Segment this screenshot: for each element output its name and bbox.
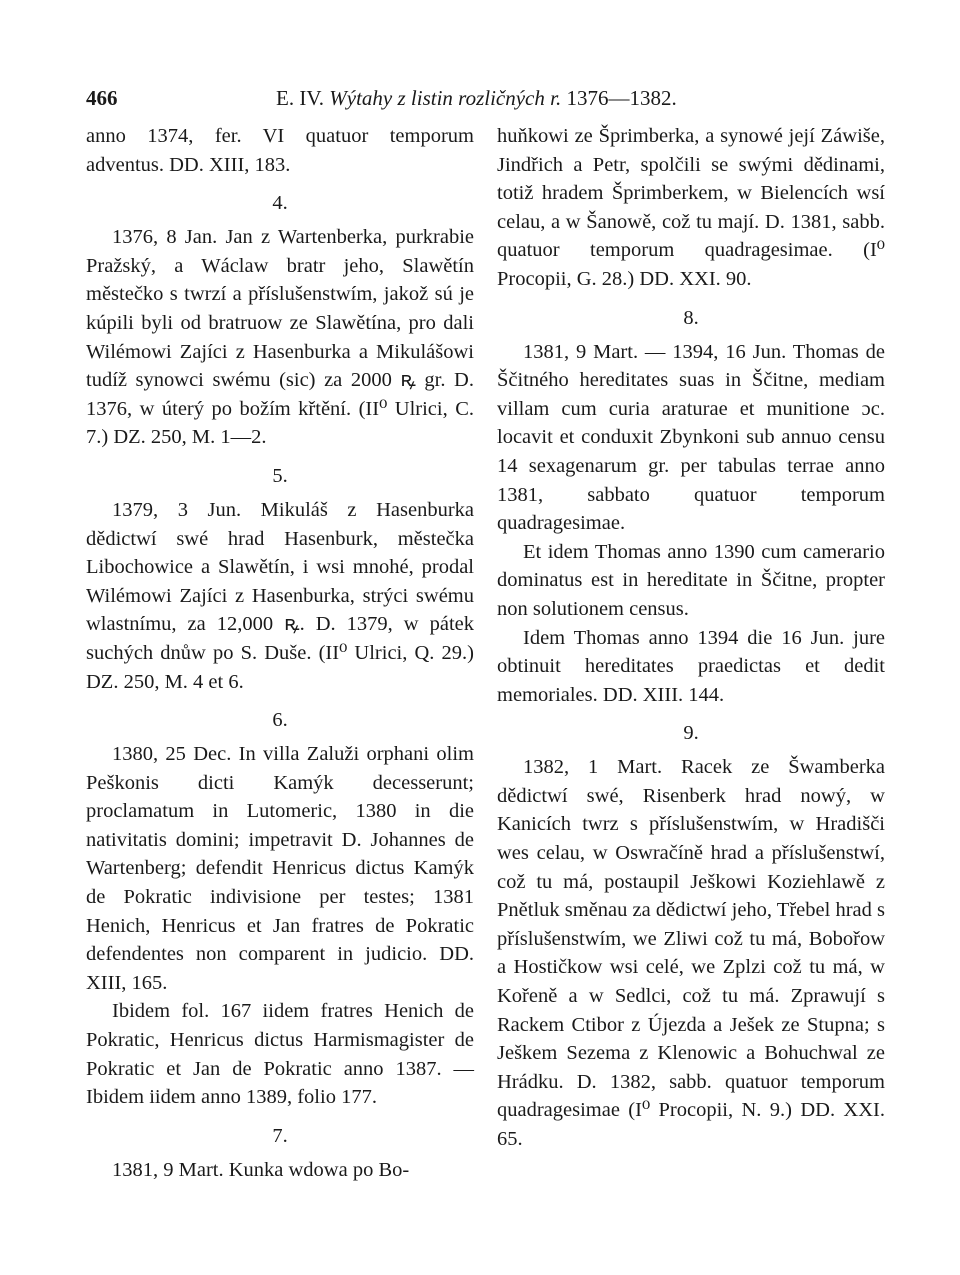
entry-paragraph: huňkowi ze Šprimberka, a synowé její Záwiše, Jindřich a Petr, spolčili se swými dědinami, totiž hradem Šprimberkem, w Bielencích wsí celau, a w Šanowě, což tu mají. D. 1381, sabb. quatuor temporum quadragesimae. (I⁰ Procopii, G. 28.) DD. XXI. 90. — [497, 125, 885, 290]
right-column — [497, 122, 885, 1154]
entry-number: 7. — [272, 1124, 288, 1147]
entry-number: 4. — [272, 192, 288, 215]
entry-number: 9. — [683, 722, 699, 745]
page-number: 466 — [86, 86, 118, 110]
entry-paragraph: 1382, 1 Mart. Racek ze Šwamberka dědictwí swé, Risenberk hrad nowý, w Kanicích twrz s příslušenstwím, w Hradišči wes celau, w Oswračíně hrad a příslušenstwí, což tu má, postaupil Ješkowi Koziehlawě z Pnětluk směnau za dědictwí jeho, Třebel hrad s příslušenstwím, we Zliwi což tu má, Bobořow a Hostičkow wsi celé, we Zplzi což tu má, w Kořeně a w Sedlci, což tu má. Zprawují s Rackem Ctibor z Újezda a Ješek ze Stupna; s Ješkem Sezema z Klenowic a Bohuchwal ze Hrádku. D. 1382, sabb. quatuor temporum quadragesimae (I⁰ Procopii, N. 9.) DD. XXI. 65. — [497, 756, 885, 1150]
running-header — [86, 80, 876, 116]
entry-paragraph: 1381, 9 Mart. — 1394, 16 Jun. Thomas de Ščitného hereditates suas in Ščitne, mediam villam cum curia araturae et munitione ɔc. locavit et conduxit Zbynkoni sub annuo censu 14 sexagenarum gr. per tabulas terrae anno 1381, sabbato quatuor temporum quadragesimae. — [497, 340, 885, 535]
running-title — [276, 80, 677, 116]
section-label: E. IV. — [276, 86, 325, 110]
entry-paragraph: 1380, 25 Dec. In villa Zaluži orphani olim Peškonis dicti Kamýk decesserunt; proclamatum in Lutomeric, 1380 in die nativitatis domini; impetravit D. Johannes de Wartenberg; defendit Henricus dictus Kamýk de Pokratic indivisione per testes; 1381 Henich, Henricus et Jan fratres de Pokratic defendentes non comparent in judicio. DD. XIII, 165. — [86, 743, 474, 994]
entry-paragraph: Ibidem fol. 167 iidem fratres Henich de Pokratic, Henricus dictus Harmismagister de Pokratic et Jan de Pokratic anno 1387. — Ibidem iidem anno 1389, folio 177. — [86, 1000, 474, 1109]
entry-number: 5. — [272, 464, 288, 487]
left-column — [86, 122, 474, 1184]
entry-paragraph: Idem Thomas anno 1394 die 16 Jun. jure obtinuit hereditates praedictas et dedit memoriales. DD. XIII. 144. — [497, 626, 885, 706]
entry-paragraph: 1379, 3 Jun. Mikuláš z Hasenburka dědictwí swé hrad Hasenburk, městečka Libochowice a Slawětín, i wsi mnohé, prodal Wilémowi Zajíci z Hasenburka, strýci swému wlastnímu, za 12,000 ꝶ. D. 1379, w pátek suchých dnůw po S. Duše. (II⁰ Ulrici, Q. 29.) DZ. 250, M. 4 et 6. — [86, 498, 474, 693]
title-italic: Wýtahy z listin rozličných r. — [329, 86, 562, 110]
entry-paragraph: Et idem Thomas anno 1390 cum camerario dominatus est in hereditate in Ščitne, propter non solutionem census. — [497, 540, 885, 620]
entry-paragraph: 1376, 8 Jan. Jan z Wartenberka, purkrabie Pražský, a Wáclaw bratr jeho, Slawětín městečko s twrzí a příslušenstwím, jakož sú je kúpili byli od bratruow ze Slawětína, pro dali Wilémowi Zajíci z Hasenburka a Mikulášowi tudíž synowci swému (sic) za 2000 ꝶ gr. D. 1376, w úterý po božím křtění. (II⁰ Ulrici, C. 7.) DZ. 250, M. 1—2. — [86, 226, 474, 449]
year-range: 1376—1382. — [566, 86, 677, 110]
entry-paragraph: 1381, 9 Mart. Kunka wdowa po Bo- — [112, 1158, 410, 1181]
entry-paragraph: anno 1374, fer. VI quatuor temporum adventus. DD. XIII, 183. — [86, 125, 474, 176]
entry-number: 6. — [272, 709, 288, 732]
entry-number: 8. — [683, 306, 699, 329]
